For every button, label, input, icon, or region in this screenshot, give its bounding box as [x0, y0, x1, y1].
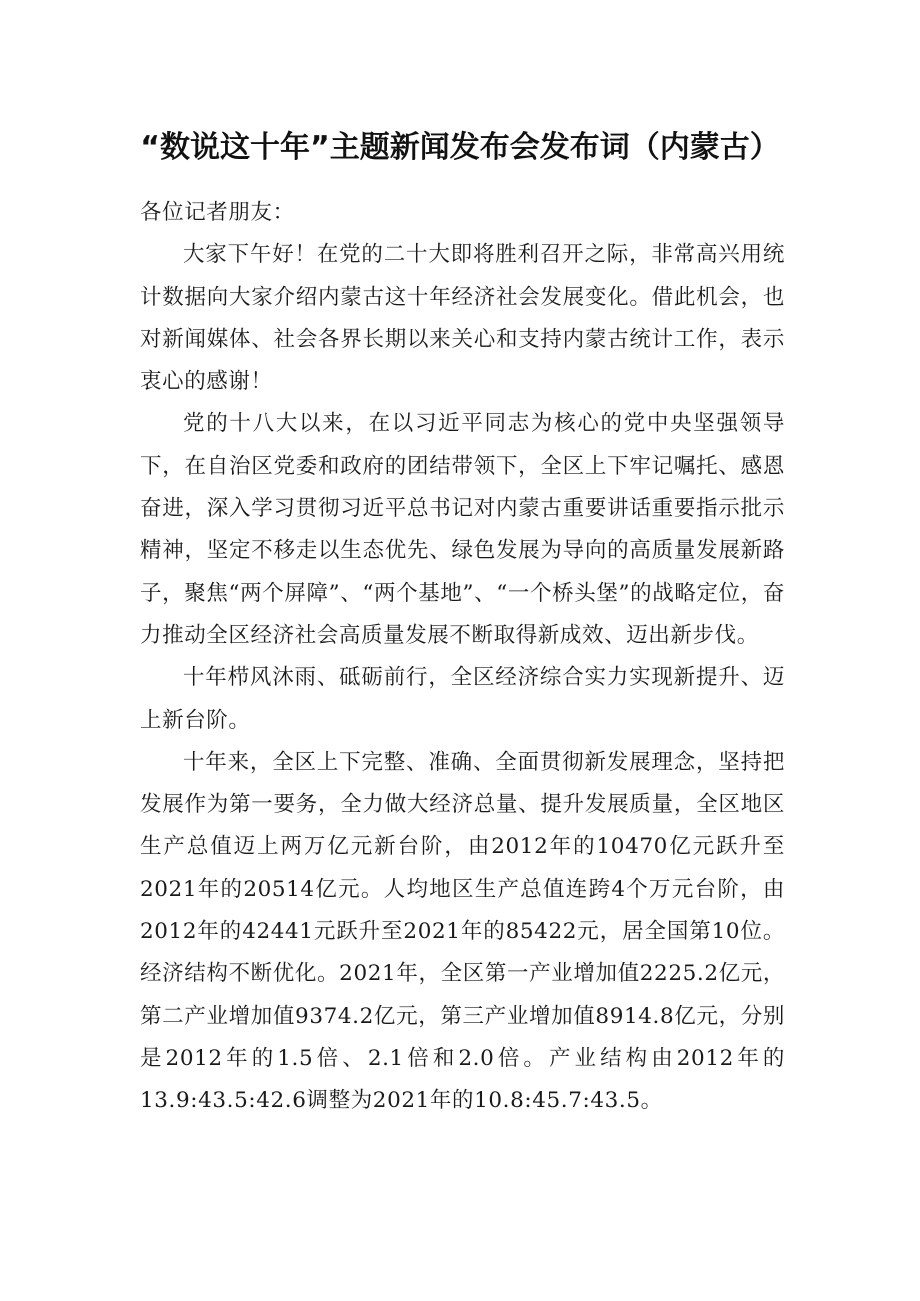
paragraph-economic-data: 十年来，全区上下完整、准确、全面贯彻新发展理念，坚持把发展作为第一要务，全力做大经济总量、提升发展质量，全区地区生产总值迈上两万亿元新台阶，由2012年的10470亿元跃升至2021年的20514亿元。人均地区生产总值连跨4个万元台阶，由2012年的42441元跃升至2021年的85422元，居全国第10位。经济结构不断优化。2021年，全区第一产业增加值2225.2亿元，第二产业增加值9374.2亿元，第三产业增加值8914.8亿元，分别是2012年的1.5倍、2.1倍和2.0倍。产业结构由2012年的13.9:43.5:42.6调整为2021年的10.8:45.7:43.5。: [140, 749, 785, 1114]
paragraph-since-18th-congress: 党的十八大以来，在以习近平同志为核心的党中央坚强领导下，在自治区党委和政府的团结带领下，全区上下牢记嘱托、感恩奋进，深入学习贯彻习近平总书记对内蒙古重要讲话重要指示批示精神，坚定不移走以生态优先、绿色发展为导向的高质量发展新路子，聚焦“两个屏障”、“两个基地”、“一个桥头堡”的战略定位，奋力推动全区经济社会高质量发展不断取得新成效、迈出新步伐。: [140, 411, 785, 648]
paragraph-ten-years-summary: 十年栉风沐雨、砥砺前行，全区经济综合实力实现新提升、迈上新台阶。: [140, 665, 785, 733]
salutation: 各位记者朋友：: [140, 200, 295, 225]
document-body: [140, 192, 785, 1123]
document-title: “数说这十年”主题新闻发布会发布词（内蒙古）: [140, 130, 780, 165]
paragraph-greeting: 大家下午好！在党的二十大即将胜利召开之际，非常高兴用统计数据向大家介绍内蒙古这十年经济社会发展变化。借此机会，也对新闻媒体、社会各界长期以来关心和支持内蒙古统计工作，表示衷心的感谢！: [140, 242, 785, 395]
